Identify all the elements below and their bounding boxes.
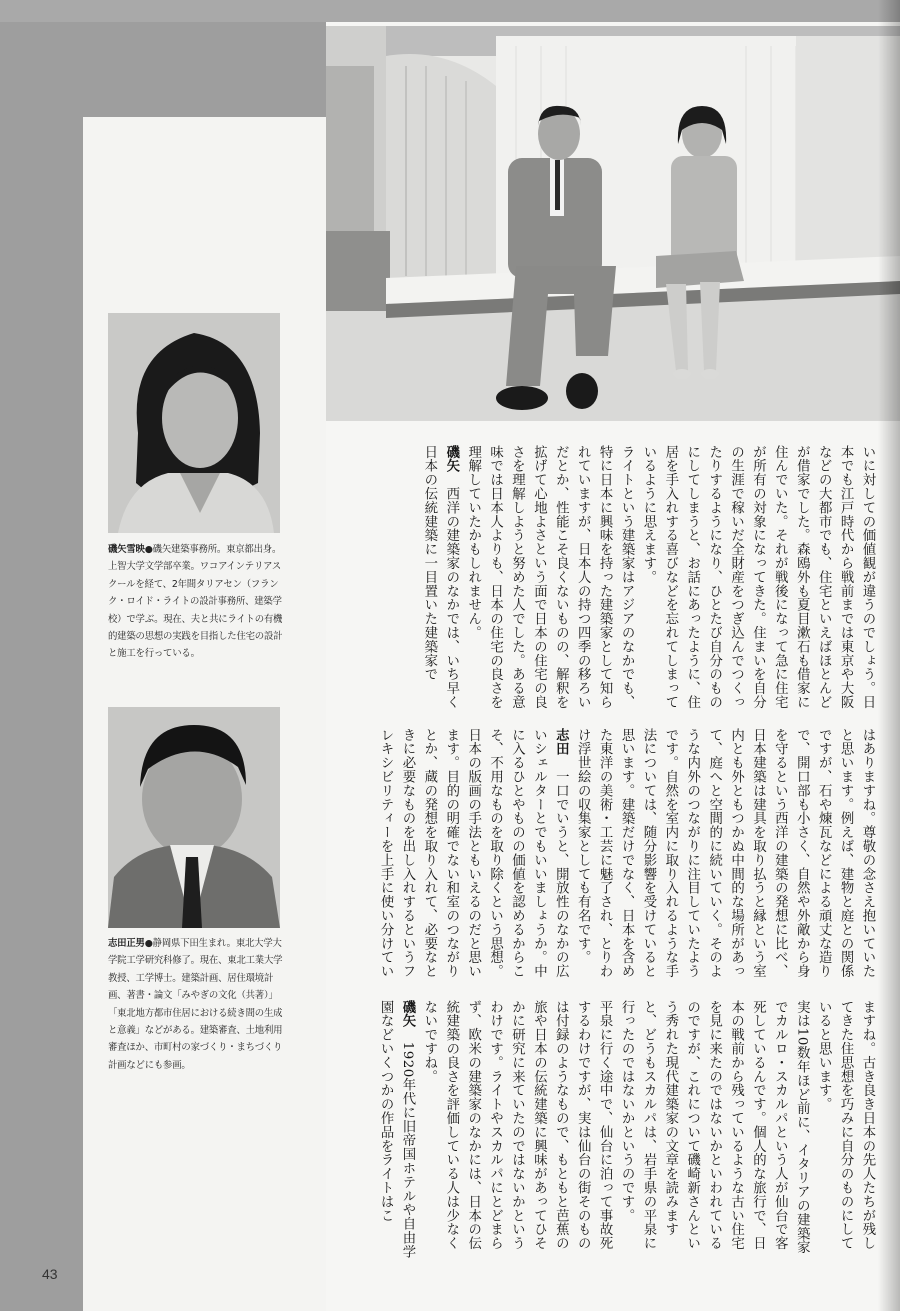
speaker-label: 磯矢 (399, 1000, 415, 1028)
speaker-label: 志田 (553, 728, 569, 756)
shida-profile-caption (108, 935, 288, 1074)
column3-speech (374, 1000, 418, 1262)
isoya-profile-caption (108, 541, 288, 663)
column3-paragraph-1: ますね。古き良き日本の先人たちが残してきた住思想を巧みに自分のものにしていると思います。 (816, 1000, 875, 1251)
column3-paragraph-2: 実は10数年ほど前に、イタリアの建築家でカルロ・スカルパという人が仙台で客死しているんです。個人的な旅行で、日本の戦前から残っているような古い住宅を見に来たのではないかといわれているのですが、これについて磯崎新さんという秀れた現代建築家の文章を読みますと、どうもスカルパは、岩手県の平泉に行ったのではないかというのです。 (619, 1000, 810, 1255)
speech-text: 西洋の建築家のなかでは、いち早く日本の伝統建築に一目置いた建築家で (421, 445, 459, 710)
shida-portrait-photo (108, 707, 280, 928)
text-column-3 (350, 1000, 878, 1262)
page-number: 43 (42, 1266, 58, 1282)
isoya-portrait-photo (108, 313, 280, 533)
column2-paragraph-1: はありますね。尊敬の念さえ抱いていたと思います。例えば、建物と庭との関係ですが、石や煉瓦などによる頑丈な造りで、開口部も小さく、自然や外敵から身を守るという西洋の建築の発想に比べ、日本建築は建具を取り払うと縁という室内とも外ともつかぬ中間的な場所があって、庭へと空間的に続いていく。そのような内外のつながりに注目していたようです。自然を室内に取り入れるような手法については、随分影響を受けていると思います。建築だけでなく、日本を含めた東洋の美術・工芸に魅了され、とりわけ浮世絵の収集家としても有名です。 (575, 728, 875, 979)
top-gray-margin (0, 0, 900, 22)
interview-photo (326, 26, 900, 421)
shida-name: 志田正男 (108, 938, 145, 949)
column2-speech (374, 728, 571, 990)
column1-speech (418, 445, 462, 715)
isoya-name: 磯矢雪映 (108, 544, 145, 555)
isoya-profile-text: ●磯矢建築事務所。東京都出身。上智大学文学部卒業。ワコアインテリアスクールを経て、2年間タリアセン（フランク・ロイド・ライトの設計事務所、建築学校）で学ぶ。現在、夫と共にライトの有機的建築の思想の実践を目指した住宅の設計と施工を行っている。 (108, 544, 283, 660)
shida-profile-text: ●静岡県下田生まれ。東北大学大学院工学研究科修了。現在、東北工業大学教授、工学博士。建築計画、居住環境計画、著書・論文「みやぎの文化（共著）」「東北地方都市住居における続き間の生成と意義」などがある。建築審査、土地利用審査ほか、市町村の家づくり・まちづくり計画などにも参画。 (108, 938, 283, 1071)
binding-shadow (878, 0, 900, 1311)
column1-paragraph-1: いに対しての価値観が違うのでしょう。日本でも江戸時代から戦前までは東京や大阪などの大都市でも、住宅といえばほとんどが借家でした。森鴎外も夏目漱石も借家に住んでいた。それが戦後になって急に住宅が所有の対象になってきた。住まいを自分の生涯で稼いだ全財産をつぎ込んでつくったりするようになり、ひとたび自分のものにしてしまうと、お話にあったように、住居を手入れする喜びなどを忘れてしまっているように思えます。 (640, 445, 875, 710)
speaker-label: 磯矢 (443, 445, 459, 473)
speech-text: 1920年代に旧帝国ホテルや自由学園などいくつかの作品をライトはこ (378, 1000, 415, 1259)
column3-paragraph-3: 平泉に行く途中で、仙台に泊って事故死するわけですが、実は仙台の街そのものは付録のようなもので、もともと芭蕉の旅や日本の伝統建築に興味があってひそかに研究に来ていたのではないかというわけです。ライトやスカルパにとどまらず、欧米の建築家のなかには、日本の伝統建築の良さを評価している人は少なくないですね。 (421, 1000, 613, 1251)
column1-paragraph-2: ライトという建築家はアジアのなかでも、特に日本に興味を持った建築家として知られていますが、日本人の持つ四季の移ろいだとか、性能こそ良くないものの、解釈を拡げて心地よさという面で日本の住宅の良さを理解しようと努めた人でした。ある意味では日本人よりも、日本の住宅の良さを理解していたかもしれません。 (465, 445, 635, 710)
text-column-2 (350, 728, 878, 990)
speech-text: 一口でいうと、開放性のなかの広いシェルターとでもいいましょうか。中に入るひとやものの価値を認めるからこそ、不用なものを取り除くという思想。日本の版画の手法ともいえるのだと思います。目的の明確でない和室のつながりとか、蔵の発想を取り入れて、必要なときに必要なものを出し入れするというフレキシビリティーを上手に使い分けてい (378, 728, 569, 979)
text-column-1 (350, 445, 878, 715)
